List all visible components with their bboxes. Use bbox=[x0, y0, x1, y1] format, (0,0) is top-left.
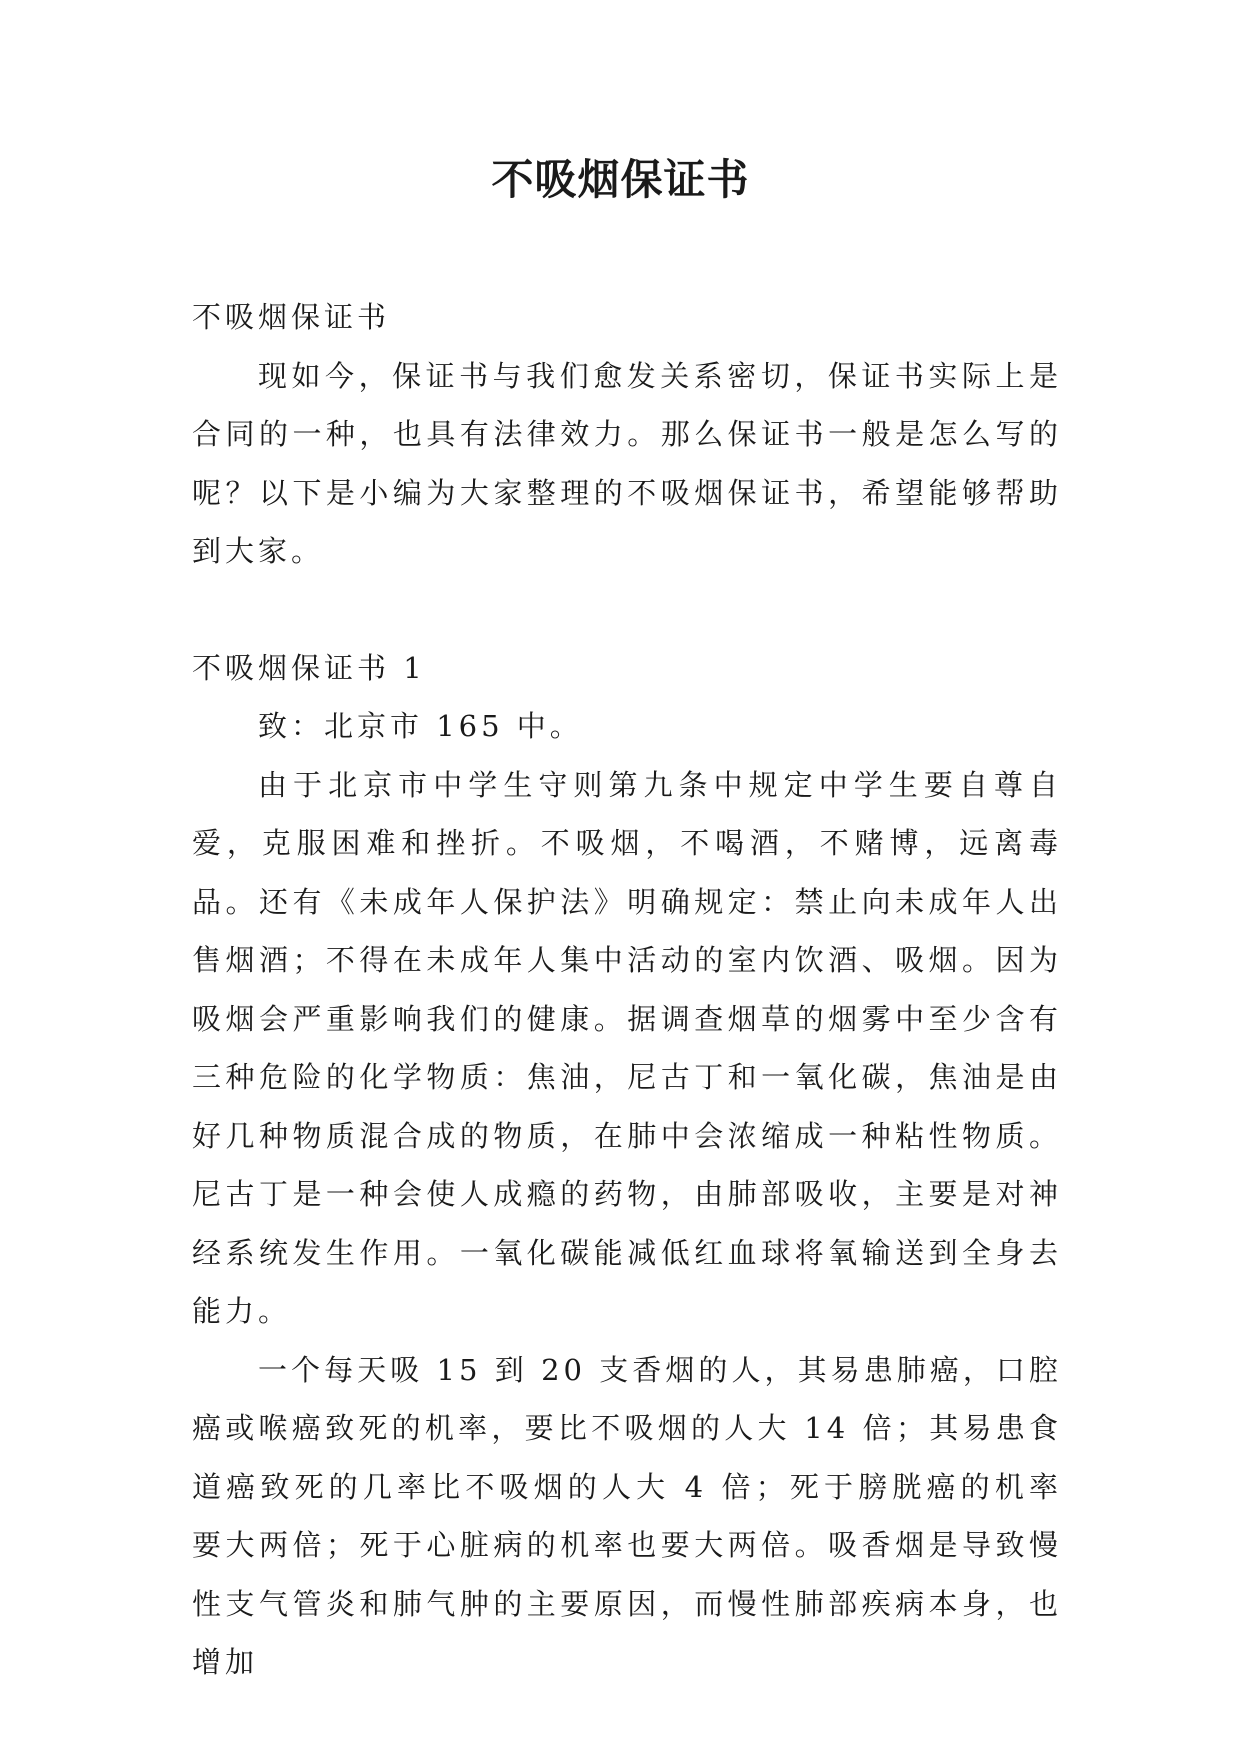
section-heading: 不吸烟保证书 1 bbox=[192, 650, 426, 685]
salutation: 致：北京市 165 中。 bbox=[258, 709, 583, 743]
body-paragraph: 由于北京市中学生守则第九条中规定中学生要自尊自爱，克服困难和挫折。不吸烟，不喝酒，不赌博，远离毒品。还有《未成年人保护法》明确规定：禁止向未成年人出售烟酒；不得在未成年人集中活动的室内饮酒、吸烟。因为吸烟会严重影响我们的健康。据调查烟草的烟雾中至少含有三种危险的化学物质：焦油，尼古丁和一氧化碳，焦油是由好几种物质混合成的物质，在肺中会浓缩成一种粘性物质。尼古丁是一种会使人成瘾的药物，由肺部吸收，主要是对神经系统发生作用。一氧化碳能减低红血球将氧输送到全身去能力。 bbox=[192, 767, 1062, 1328]
section-spacer bbox=[192, 581, 1062, 639]
intro-paragraph: 现如今，保证书与我们愈发关系密切，保证书实际上是合同的一种，也具有法律效力。那么保证书一般是怎么写的呢？以下是小编为大家整理的不吸烟保证书，希望能够帮助到大家。 bbox=[192, 358, 1062, 568]
document-title: 不吸烟保证书 bbox=[491, 155, 750, 204]
body-paragraph: 一个每天吸 15 到 20 支香烟的人，其易患肺癌，口腔癌或喉癌致死的机率，要比不吸烟的人大 14 倍；其易患食道癌致死的几率比不吸烟的人大 4 倍；死于膀胱癌的机率要大两倍；死于心脏病的机率也要大两倍。吸香烟是导致慢性支气管炎和肺气肿的主要原因，而慢性肺部疾病本身，也增加 bbox=[192, 1352, 1062, 1679]
document-body bbox=[192, 288, 1062, 1692]
document-heading: 不吸烟保证书 bbox=[192, 300, 391, 334]
